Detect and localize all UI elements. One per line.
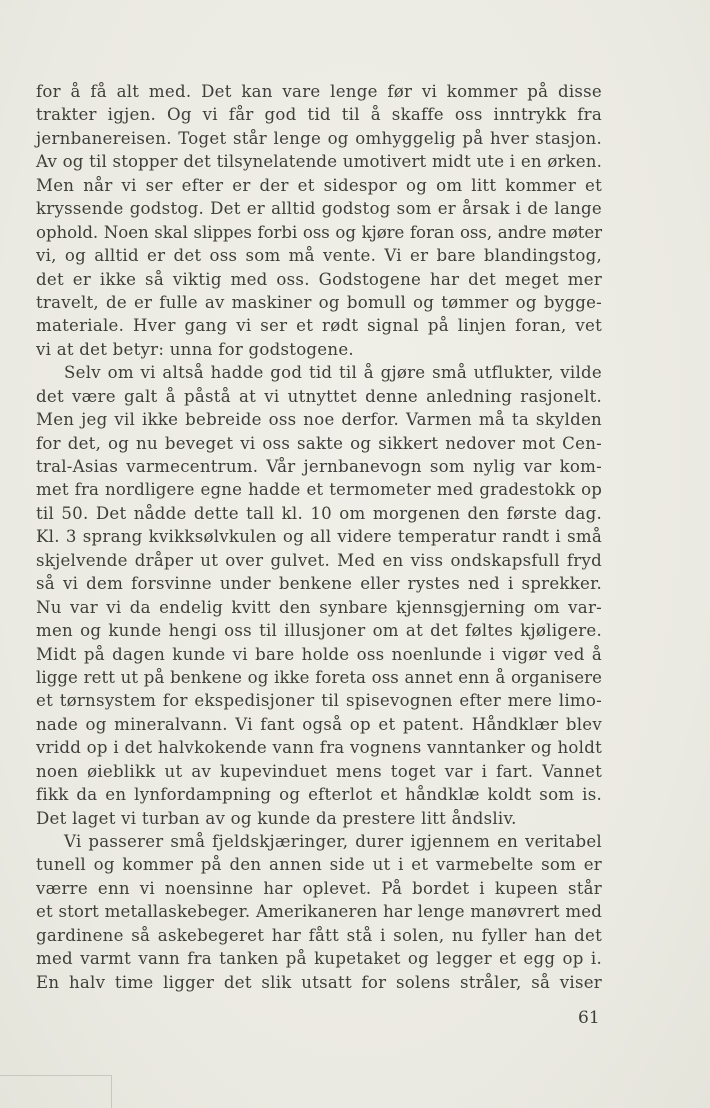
text-line: nade og mineralvann. Vi fant også op et patent. Håndklær blev — [36, 714, 602, 734]
text-line: det være galt å påstå at vi utnyttet denne anledning rasjonelt. — [36, 386, 602, 406]
text-line: et tørnsystem for ekspedisjoner til spisevognen efter mere limo- — [36, 691, 602, 711]
text-line: Kl. 3 sprang kvikksølvkulen og all videre temperatur randt i små — [36, 527, 602, 547]
text-line: Men når vi ser efter er der et sidespor og om litt kommer et — [36, 175, 602, 195]
text-line: ophold. Noen skal slippes forbi oss og kjøre foran oss, andre møter — [36, 222, 602, 242]
text-line: Nu var vi da endelig kvitt den synbare kjennsgjerning om var- — [36, 597, 602, 617]
text-line: så vi dem forsvinne under benkene eller rystes ned i sprekker. — [36, 574, 602, 594]
text-line: et stort metallaskebeger. Amerikaneren har lenge manøvrert med — [36, 902, 602, 922]
text-line: travelt, de er fulle av maskiner og bomull og tømmer og bygge- — [36, 292, 602, 312]
text-line: Det laget vi turban av og kunde da prestere litt åndsliv. — [36, 808, 517, 828]
text-line: for å få alt med. Det kan vare lenge før vi kommer på disse — [36, 82, 602, 101]
scan-edge-tick — [111, 1076, 112, 1108]
text-line: jernbanereisen. Toget står lenge og omhyggelig på hver stasjon. — [36, 128, 602, 148]
text-line: tral-Asias varmecentrum. Vår jernbanevogn som nylig var kom- — [36, 457, 602, 476]
text-line: gardinene så askebegeret har fått stå i solen, nu fyller han det — [36, 925, 602, 945]
text-line: vi at det betyr: unna for godstogene. — [36, 339, 354, 359]
text-line: met fra nordligere egne hadde et termometer med gradestokk op — [36, 480, 602, 500]
text-line: til 50. Det nådde dette tall kl. 10 om morgenen den første dag. — [36, 503, 602, 523]
text-line: skjelvende dråper ut over gulvet. Med en viss ondskapsfull fryd — [36, 550, 602, 570]
page-number: 61 — [578, 1008, 600, 1028]
text-line: materiale. Hver gang vi ser et rødt signal på linjen foran, vet — [36, 316, 602, 336]
text-line: Midt på dagen kunde vi bare holde oss noenlunde i vigør ved å — [36, 644, 602, 664]
text-line: det er ikke så viktig med oss. Godstogene har det meget mer — [36, 269, 602, 289]
text-line: vridd op i det halvkokende vann fra vognens vanntanker og holdt — [36, 738, 602, 758]
text-line: vi, og alltid er det oss som må vente. Vi er bare blandingstog, — [36, 246, 602, 266]
text-line: Men jeg vil ikke bebreide oss noe derfor. Varmen må ta skylden — [36, 410, 602, 430]
text-line: Av og til stopper det tilsynelatende umotivert midt ute i en ørken. — [36, 152, 602, 172]
scan-edge-rule — [0, 1075, 112, 1076]
text-line: værre enn vi noensinne har oplevet. På bordet i kupeen står — [36, 878, 602, 898]
text-line: trakter igjen. Og vi får god tid til å skaffe oss inntrykk fra — [36, 105, 602, 125]
text-line: for det, og nu beveget vi oss sakte og sikkert nedover mot Cen- — [36, 433, 602, 453]
text-line: fikk da en lynfordampning og efterlot et håndklæ koldt som is. — [36, 785, 602, 805]
text-line: kryssende godstog. Det er alltid godstog som er årsak i de lange — [36, 199, 602, 219]
text-line: En halv time ligger det slik utsatt for solens stråler, så viser — [36, 972, 602, 992]
body-text — [36, 80, 602, 994]
text-line: tunell og kommer på den annen side ut i et varmebelte som er — [36, 855, 602, 875]
text-line: Selv om vi altså hadde god tid til å gjøre små utflukter, vilde — [64, 363, 602, 383]
text-line: ligge rett ut på benkene og ikke foreta oss annet enn å organisere — [36, 667, 602, 687]
text-line: med varmt vann fra tanken på kupetaket og legger et egg op i. — [36, 949, 602, 969]
text-line: Vi passerer små fjeldskjæringer, durer igjennem en veritabel — [64, 832, 602, 851]
text-line: noen øieblikk ut av kupevinduet mens toget var i fart. Vannet — [36, 761, 602, 781]
text-line: men og kunde hengi oss til illusjoner om at det føltes kjøligere. — [36, 621, 602, 641]
